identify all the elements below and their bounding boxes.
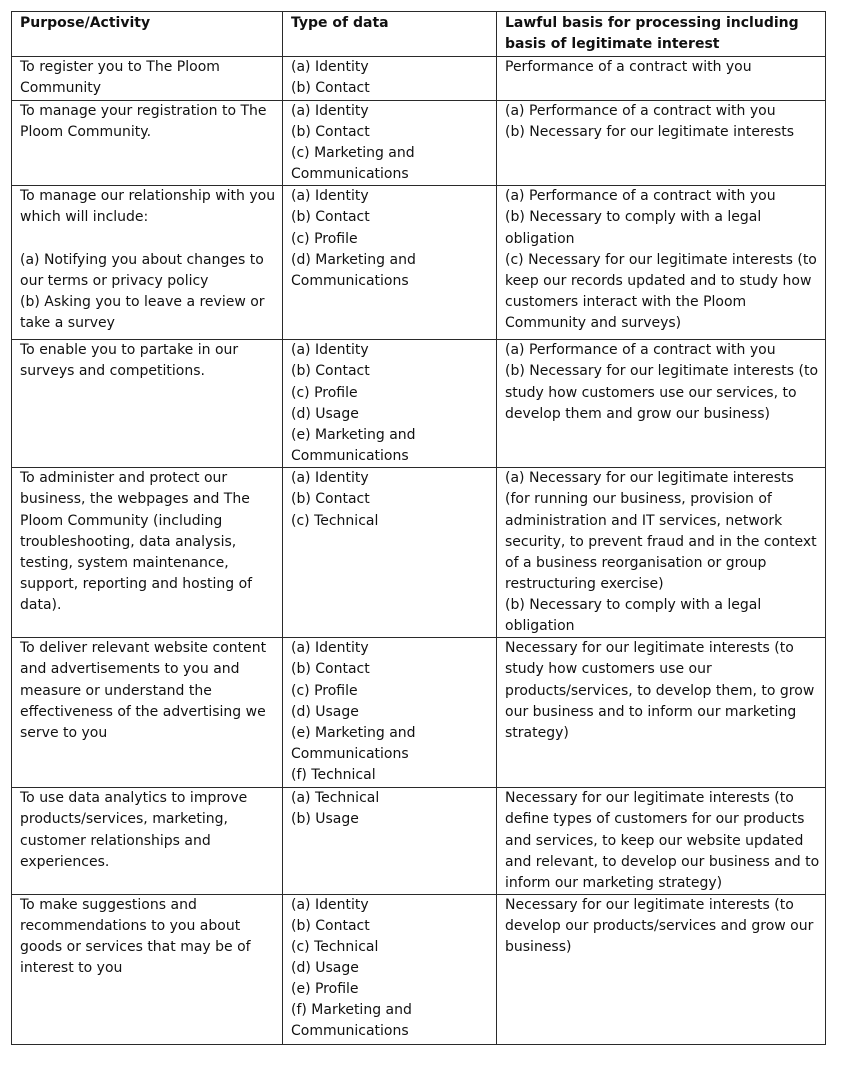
purpose-cell [12,340,283,468]
table-header-row [12,12,826,57]
cell-line: (b) Usage [291,811,359,828]
cell-line: (e) Profile [291,981,359,998]
cell-line: (e) Marketing and Communications [291,724,416,762]
table-row [12,340,826,468]
cell-line: To deliver relevant website content and advertisements to you and measure or understand the effectiveness of the advertising we serve to you [20,640,267,741]
cell-line: (b) Contact [291,80,370,97]
cell-line: (d) Usage [291,703,359,720]
cell-line: (d) Usage [291,960,359,977]
table-row [12,468,826,638]
cell-line: (f) Technical [291,766,376,783]
purpose-cell [12,788,283,894]
cell-line: (a) Identity [291,342,369,359]
data-types-cell [283,468,497,638]
cell-line: (b) Contact [291,661,370,678]
table-row [12,788,826,894]
data-types-cell [283,340,497,468]
cell-line: To register you to The Ploom Community [20,59,220,97]
cell-line: (b) Contact [291,917,370,934]
purpose-cell [12,57,283,101]
lawful-basis-cell [497,638,826,788]
cell-line: To administer and protect our business, the webpages and The Ploom Community (including troubleshooting, data analysis, testing, system maintenance, support, reporting and hosting of data). [20,470,253,613]
cell-line: (a) Identity [291,470,369,487]
cell-line: Performance of a contract with you [505,59,752,75]
table-row [12,186,826,340]
cell-line: To manage your registration to The Ploom Community. [20,103,267,141]
data-types-cell [283,186,497,340]
blank-line [20,229,278,250]
purpose-cell [12,638,283,788]
cell-line: (b) Contact [291,124,370,141]
cell-line: To use data analytics to improve products/services, marketing, customer relationships and experiences. [20,790,248,870]
lawful-basis-cell [497,186,826,340]
lawful-basis-cell [497,101,826,186]
cell-line: (b) Contact [291,491,370,508]
table-row [12,894,826,1044]
cell-line: (b) Contact [291,363,370,380]
purpose-cell [12,101,283,186]
header-lawful-basis: Lawful basis for processing including basis of legitimate interest [497,12,826,57]
cell-line: (a) Performance of a contract with you [505,103,776,119]
cell-line: To manage our relationship with you which will include: [20,188,276,226]
cell-line: (c) Profile [291,384,358,401]
purpose-cell [12,468,283,638]
table-row [12,57,826,101]
cell-line: (b) Contact [291,209,370,226]
lawful-basis-table [11,11,826,1045]
table-row [12,638,826,788]
cell-line: (d) Marketing and Communications [291,251,416,289]
cell-line: (e) Marketing and Communications [291,426,416,464]
cell-line: (c) Technical [291,939,379,956]
data-types-cell [283,101,497,186]
cell-line: (b) Necessary to comply with a legal obligation [505,209,762,247]
cell-line: Necessary for our legitimate interests (to develop our products/services and grow our business) [505,896,814,956]
data-types-cell [283,57,497,101]
cell-line: (d) Usage [291,405,359,422]
cell-line: Necessary for our legitimate interests (to study how customers use our products/services, to develop them, to grow our business and to inform our marketing strategy) [505,640,815,741]
cell-line: (a) Identity [291,59,369,75]
data-types-cell [283,894,497,1044]
cell-line: (c) Profile [291,682,358,699]
cell-line: To enable you to partake in our surveys and competitions. [20,342,239,380]
cell-line: (a) Technical [291,790,380,807]
lawful-basis-cell [497,788,826,894]
cell-line: (c) Necessary for our legitimate interests (to keep our records updated and to study how customers interact with the Ploom Community and surveys) [505,251,817,331]
cell-line: (a) Necessary for our legitimate interests (for running our business, provision of administration and IT services, network security, to prevent fraud and in the context of a business reorganisation or group restructuring exercise) [505,470,817,592]
cell-line: (b) Necessary to comply with a legal obligation [505,596,762,635]
table-row [12,101,826,186]
cell-line: To make suggestions and recommendations to you about goods or services that may be of interest to you [20,896,251,977]
cell-line: (a) Identity [291,188,369,205]
header-type-of-data: Type of data [283,12,497,57]
cell-line: (c) Profile [291,230,358,247]
cell-line: (b) Necessary for our legitimate interests [505,124,795,141]
cell-line: (a) Performance of a contract with you [505,342,776,359]
cell-line: (a) Identity [291,103,369,119]
cell-line: (a) Identity [291,896,369,913]
cell-line: (a) Notifying you about changes to our terms or privacy policy [20,251,264,289]
lawful-basis-cell [497,468,826,638]
data-types-cell [283,638,497,788]
cell-line: (c) Technical [291,512,379,529]
cell-line: (c) Marketing and Communications [291,145,415,183]
cell-line: (b) Asking you to leave a review or take a survey [20,293,265,331]
table-body [12,57,826,1045]
cell-line: (f) Marketing and Communications [291,1002,412,1040]
lawful-basis-cell [497,340,826,468]
data-types-cell [283,788,497,894]
purpose-cell [12,894,283,1044]
lawful-basis-cell [497,57,826,101]
cell-line: Necessary for our legitimate interests (to define types of customers for our products and services, to keep our website updated and relevant, to develop our business and to inform our marketing strategy) [505,790,820,891]
purpose-cell [12,186,283,340]
header-purpose: Purpose/Activity [12,12,283,57]
cell-line: (a) Identity [291,640,369,657]
cell-line: (a) Performance of a contract with you [505,188,776,205]
cell-line: (b) Necessary for our legitimate interests (to study how customers use our services, to develop them and grow our business) [505,363,819,422]
lawful-basis-cell [497,894,826,1044]
